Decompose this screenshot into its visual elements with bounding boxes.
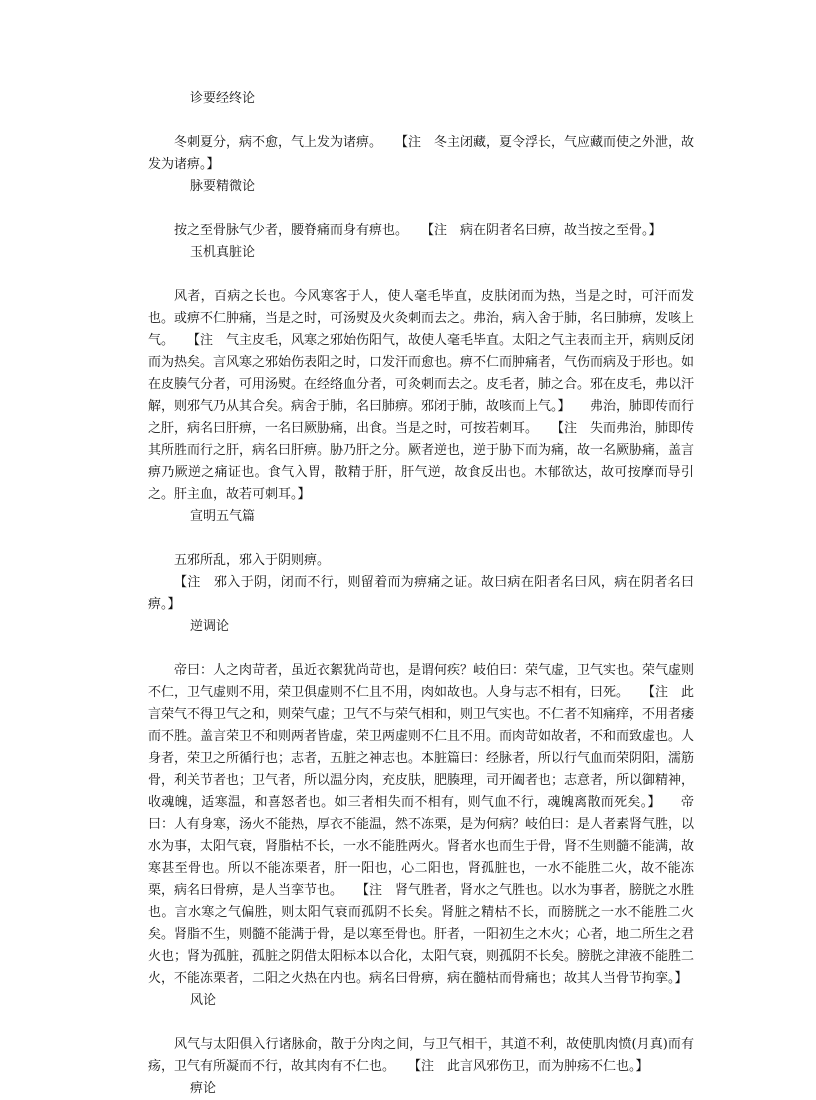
paragraph: 五邪所乱，邪入于阴则痹。 xyxy=(174,553,331,568)
paragraph: 【注 邪入于阴，闭而不行，则留着而为痹痛之证。故曰病在阳者名曰风，病在阴者名曰痹。】 xyxy=(148,575,694,612)
text-column xyxy=(148,88,694,1100)
section-heading: 逆调论 xyxy=(190,619,230,634)
section-heading: 玉机真脏论 xyxy=(190,245,256,260)
section-heading: 诊要经终论 xyxy=(190,91,256,106)
section-heading: 宣明五气篇 xyxy=(190,509,256,524)
paragraph: 冬刺夏分，病不愈，气上发为诸痹。 【注 冬主闭藏，夏令浮长，气应藏而使之外泄，故发为诸痹。】 xyxy=(148,135,695,172)
section-heading: 脉要精微论 xyxy=(190,179,256,194)
section-heading: 风论 xyxy=(190,993,217,1008)
paragraph: 风气与太阳俱入行诸脉俞，散于分肉之间，与卫气相干，其道不利，故使肌肉愤(月真)而有疡，卫气有所凝而不行，故其肉有不仁也。 【注 此言风邪伤卫，而为肿疡不仁也。】 xyxy=(148,1037,694,1074)
paragraph: 按之至骨脉气少者，腰脊痛而身有痹也。 【注 病在阴者名曰痹，故当按之至骨。】 xyxy=(174,223,662,238)
paragraph: 帝曰：人之肉苛者，虽近衣絮犹尚苛也，是谓何疾？岐伯曰：荣气虚，卫气实也。荣气虚则不仁，卫气虚则不用，荣卫俱虚则不仁且不用，肉如故也。人身与志不相有，曰死。 【注 此言荣气不得卫气之和，则荣气虚；卫气不与荣气相和，则卫气实也。不仁者不知痛痒，不用者痿而不胜。盖言荣卫不和则两者皆虚，荣卫两虚则不仁且不用。而肉苛如故者，不和而致虚也。人身者，荣卫之所循行也；志者，五脏之神志也。本脏篇曰：经脉者，所以行气血而荣阴阳，濡筋骨，利关节者也；卫气者，所以温分肉，充皮肤，肥腠理，司开阖者也；志意者，所以御精神，收魂魄，适寒温，和喜怒者也。如三者相失而不相有，则气血不行，魂魄离散而死矣。】 帝曰：人有身寒，汤火不能热，厚衣不能温，然不冻栗，是为何病？岐伯曰：是人者素肾气胜，以水为事，太阳气衰，肾脂枯不长，一水不能胜两火。肾者水也而生于骨，肾不生则髓不能满，故寒甚至骨也。所以不能冻栗者，肝一阳也，心二阳也，肾孤脏也，一水不能胜二火，故不能冻栗，病名曰骨痹，是人当挛节也。 【注 肾气胜者，肾水之气胜也。以水为事者，膀胱之水胜也。言水寒之气偏胜，则太阳气衰而孤阴不长矣。肾脏之精枯不长，而膀胱之一水不能胜二火矣。肾脂不生，则髓不能满于骨，是以寒至骨也。肝者，一阳初生之木火；心者，地二所生之君火也；肾为孤脏，孤脏之阴借太阳标本以合化，太阳气衰，则孤阴不长矣。膀胱之津液不能胜二火，不能冻栗者，二阳之火热在内也。病名曰骨痹，病在髓枯而骨痛也；故其人当骨节拘挛。】 xyxy=(148,663,695,986)
paragraph: 风者，百病之长也。今风寒客于人，使人毫毛毕直，皮肤闭而为热，当是之时，可汗而发也。或痹不仁肿痛，当是之时，可汤熨及火灸刺而去之。弗治，病入舍于肺，名曰肺痹，发咳上气。 【注 气主皮毛，风寒之邪始伤阳气，故使人毫毛毕直。太阳之气主表而主开，病则反闭而为热矣。言风寒之邪始伤表阳之时，口发汗而愈也。痹不仁而肿痛者，气伤而病及于形也。如在皮腠气分者，可用汤熨。在经络血分者，可灸刺而去之。皮毛者，肺之合。邪在皮毛，弗以汗解，则邪气乃从其合矣。病舍于肺，名曰肺痹。邪闭于肺，故咳而上气。】 弗治，肺即传而行之肝，病名曰肝痹，一名曰厥胁痛，出食。当是之时，可按若刺耳。 【注 失而弗治，肺即传其所胜而行之肝，病名曰肝痹。胁乃肝之分。厥者逆也，逆于胁下而为痛，故一名厥胁痛，盖言痹乃厥逆之痛证也。食气入胃，散精于肝，肝气逆，故食反出也。木郁欲达，故可按摩而导引之。肝主血，故若可刺耳。】 xyxy=(148,289,695,502)
section-heading: 痹论 xyxy=(190,1081,217,1096)
